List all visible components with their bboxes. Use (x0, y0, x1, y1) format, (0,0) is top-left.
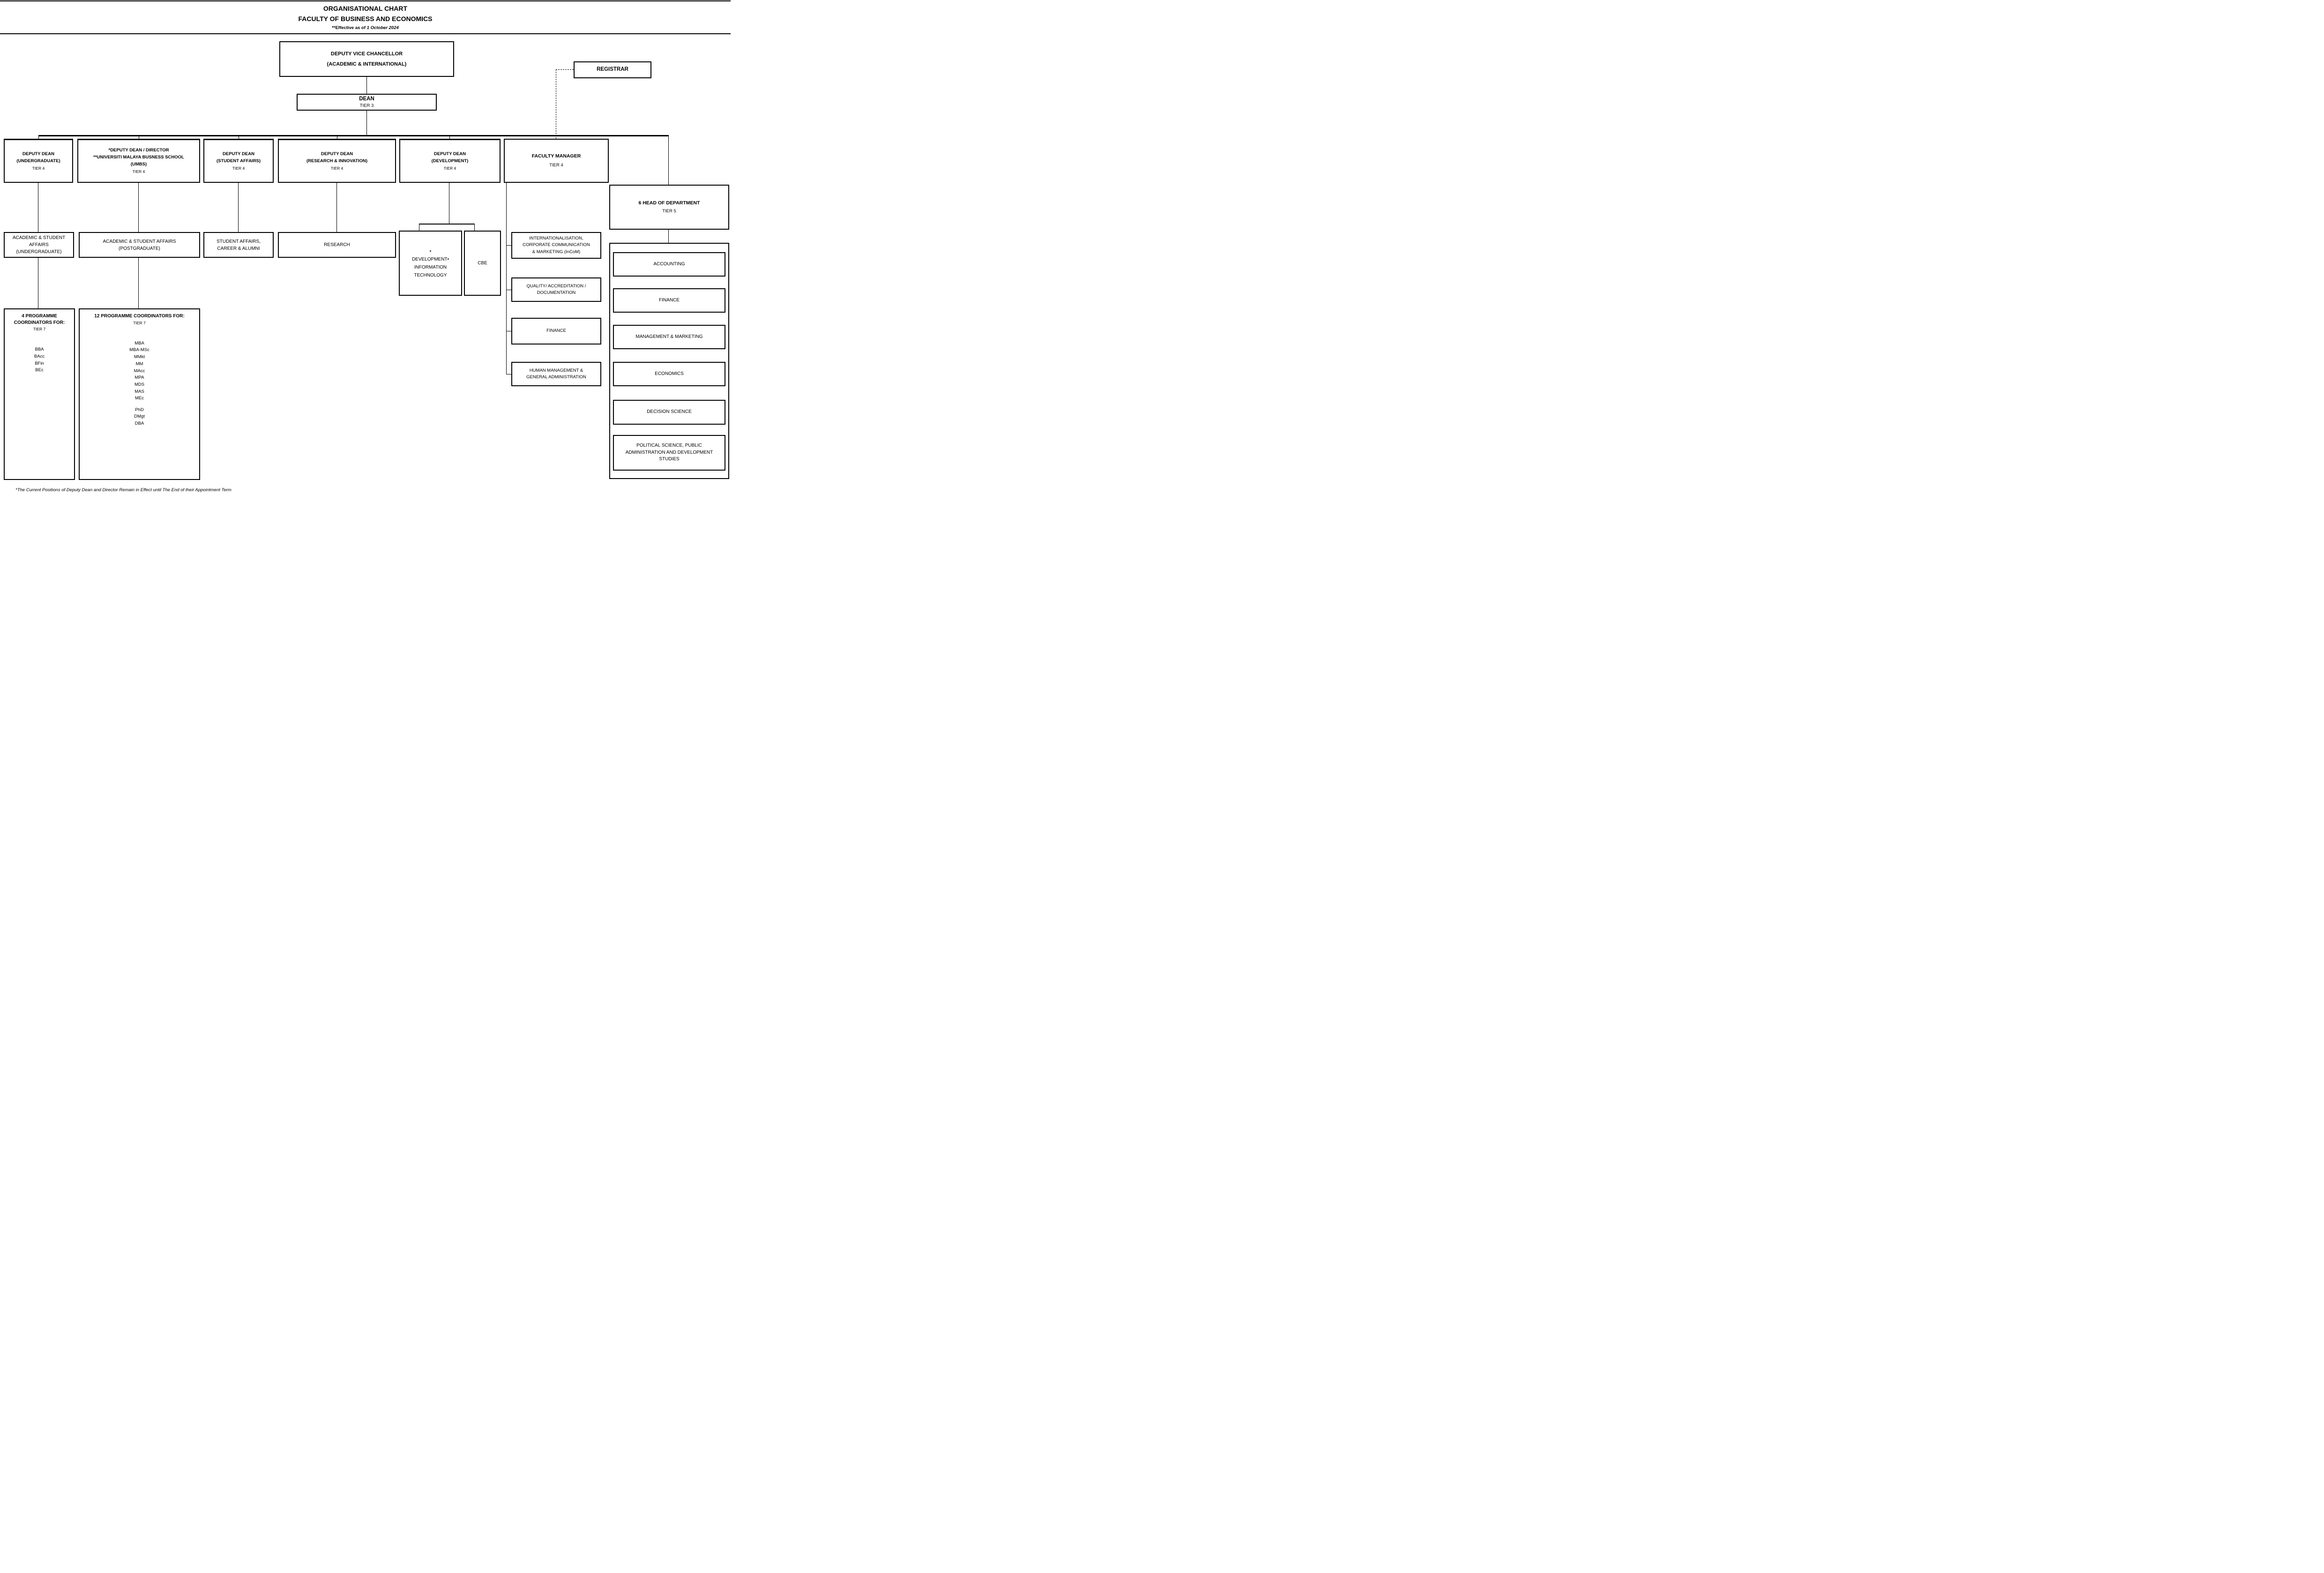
node-faculty-manager-label: FACULTY MANAGER (531, 153, 581, 159)
node-deputy-dean-development (399, 139, 501, 183)
connector-umbs-down (138, 183, 139, 232)
node-incom (511, 232, 601, 259)
node-registrar (574, 61, 651, 78)
node-academic-student-affairs-pg (79, 232, 200, 258)
node-deputy-dean-development-tier: TIER 4 (443, 165, 456, 171)
node-quality-accreditation-documentation-label: QUALITY/ ACCREDITATION / DOCUMENTATION (526, 283, 586, 295)
node-deputy-dean-umbs-label: *DEPUTY DEAN / DIRECTOR **UNIVERSITI MALAYA BUSNESS SCHOOL (UMBS) (93, 147, 184, 167)
node-human-management-general-administration-label: HUMAN MANAGEMENT & GENERAL ADMINISTRATION (526, 367, 586, 380)
connector-development-bracket-right (474, 224, 475, 231)
connector-registrar-dash-h (556, 69, 574, 70)
node-dept-accounting (613, 252, 725, 277)
node-development-information-technology-label: • DEVELOPMENT• INFORMATION TECHNOLOGY (411, 248, 449, 278)
header-divider (0, 33, 731, 34)
node-dept-accounting-label: ACCOUNTING (653, 261, 685, 267)
node-deputy-dean-research-innovation-label: DEPUTY DEAN (RESEARCH & INNOVATION) (306, 151, 367, 164)
node-deputy-dean-research-innovation (278, 139, 396, 183)
node-incom-label: INTERNATIONALISATION, CORPORATE COMMUNICATION & MARKETING (InCoM) (523, 236, 590, 255)
node-deputy-dean-research-innovation-tier: TIER 4 (330, 165, 344, 171)
connector-stub-incom (506, 245, 511, 246)
node-deputy-vice-chancellor (279, 41, 454, 77)
node-dept-management-marketing-label: MANAGEMENT & MARKETING (635, 334, 703, 339)
node-deputy-dean-umbs-tier: TIER 4 (132, 169, 145, 174)
node-programme-coordinators-4 (4, 308, 75, 480)
node-finance-unit-label: FINANCE (546, 328, 566, 334)
node-deputy-dean-umbs (77, 139, 200, 183)
node-programme-coordinators-4-items: BBA BAcc BFin BEc (34, 347, 45, 373)
node-dept-finance-label: FINANCE (659, 297, 680, 303)
node-dept-political-science-label: POLITICAL SCIENCE, PUBLIC ADMINISTRATION AND DEVELOPMENT STUDIES (625, 443, 713, 462)
effective-prefix: **Effective as of (332, 25, 367, 30)
connector-bus-hod (668, 136, 669, 185)
node-dean-label: DEAN (359, 96, 374, 102)
node-programme-coordinators-12-items: MBA MBA-MSc MMkt MM MAcc MPA MDS MAS MEc PhD DMgt DBA (129, 340, 149, 427)
node-development-information-technology (399, 231, 462, 296)
connector-dean-bus (366, 111, 367, 135)
node-quality-accreditation-documentation (511, 277, 601, 302)
node-dept-decision-science-label: DECISION SCIENCE (647, 409, 692, 415)
node-cbe (464, 231, 501, 296)
connector-hod-departments (668, 230, 669, 243)
node-programme-coordinators-12 (79, 308, 200, 480)
connector-development-bracket (419, 224, 475, 225)
connector-bus (38, 135, 669, 136)
node-registrar-label: REGISTRAR (597, 67, 628, 73)
connector-faculty-manager-spine (506, 183, 507, 374)
connector-pg-coordinators (138, 258, 139, 308)
node-finance-unit (511, 318, 601, 345)
node-dept-economics-label: ECONOMICS (655, 371, 684, 376)
top-rule (0, 0, 731, 1)
node-research-label: RESEARCH (324, 242, 350, 247)
node-academic-student-affairs-ug (4, 232, 74, 258)
node-deputy-dean-undergraduate-tier: TIER 4 (32, 165, 45, 171)
node-dean-tier: TIER 3 (359, 103, 374, 109)
node-deputy-dean-student-affairs-tier: TIER 4 (232, 165, 245, 171)
node-student-affairs-career-alumni-label: STUDENT AFFAIRS, CAREER & ALUMNI (217, 239, 261, 251)
node-dept-management-marketing (613, 325, 725, 349)
node-deputy-dean-undergraduate (4, 139, 73, 183)
node-deputy-dean-student-affairs-label: DEPUTY DEAN (STUDENT AFFAIRS) (216, 151, 261, 164)
connector-research-down (336, 183, 337, 232)
chart-title-line1: ORGANISATIONAL CHART (323, 5, 408, 12)
node-dept-political-science (613, 435, 725, 471)
node-dept-economics (613, 362, 725, 386)
connector-dvc-dean (366, 76, 367, 94)
effective-date: 1 October 2024 (366, 25, 399, 30)
footnote: *The Current Positions of Deputy Dean and Director Remain in Effect until The End of their Appointment Term (15, 487, 232, 493)
connector-student-affairs-down (238, 183, 239, 232)
chart-title-line2: FACULTY OF BUSINESS AND ECONOMICS (298, 15, 433, 23)
node-deputy-dean-student-affairs (203, 139, 274, 183)
org-chart-canvas (0, 0, 731, 495)
node-programme-coordinators-12-label: 12 PROGRAMME COORDINATORS FOR: (94, 314, 185, 319)
node-head-of-department (609, 185, 729, 230)
node-deputy-dean-undergraduate-label: DEPUTY DEAN (UNDERGRADUATE) (16, 151, 60, 164)
chart-effective-note (0, 25, 731, 30)
node-deputy-dean-development-label: DEPUTY DEAN (DEVELOPMENT) (431, 151, 469, 164)
node-deputy-vice-chancellor-label: DEPUTY VICE CHANCELLOR (ACADEMIC & INTERNATIONAL) (327, 51, 407, 67)
node-dept-decision-science (613, 400, 725, 425)
node-faculty-manager-tier: TIER 4 (549, 162, 563, 168)
node-academic-student-affairs-ug-label: ACADEMIC & STUDENT AFFAIRS (UNDERGRADUATE) (12, 235, 66, 255)
node-cbe-label: CBE (478, 261, 487, 266)
node-programme-coordinators-4-label: 4 PROGRAMME COORDINATORS FOR: (14, 314, 65, 325)
node-head-of-department-tier: TIER 5 (662, 208, 676, 214)
node-academic-student-affairs-pg-label: ACADEMIC & STUDENT AFFAIRS (POSTGRADUATE) (103, 239, 176, 251)
node-dean (297, 94, 437, 111)
node-head-of-department-label: 6 HEAD OF DEPARTMENT (638, 200, 700, 206)
node-programme-coordinators-4-tier: TIER 7 (33, 327, 46, 331)
chart-title (0, 3, 731, 30)
node-programme-coordinators-12-tier: TIER 7 (133, 320, 146, 325)
node-faculty-manager (504, 139, 609, 183)
node-research (278, 232, 396, 258)
node-human-management-general-administration (511, 362, 601, 386)
connector-stub-hr (506, 374, 511, 375)
node-dept-finance (613, 288, 725, 313)
node-student-affairs-career-alumni (203, 232, 274, 258)
